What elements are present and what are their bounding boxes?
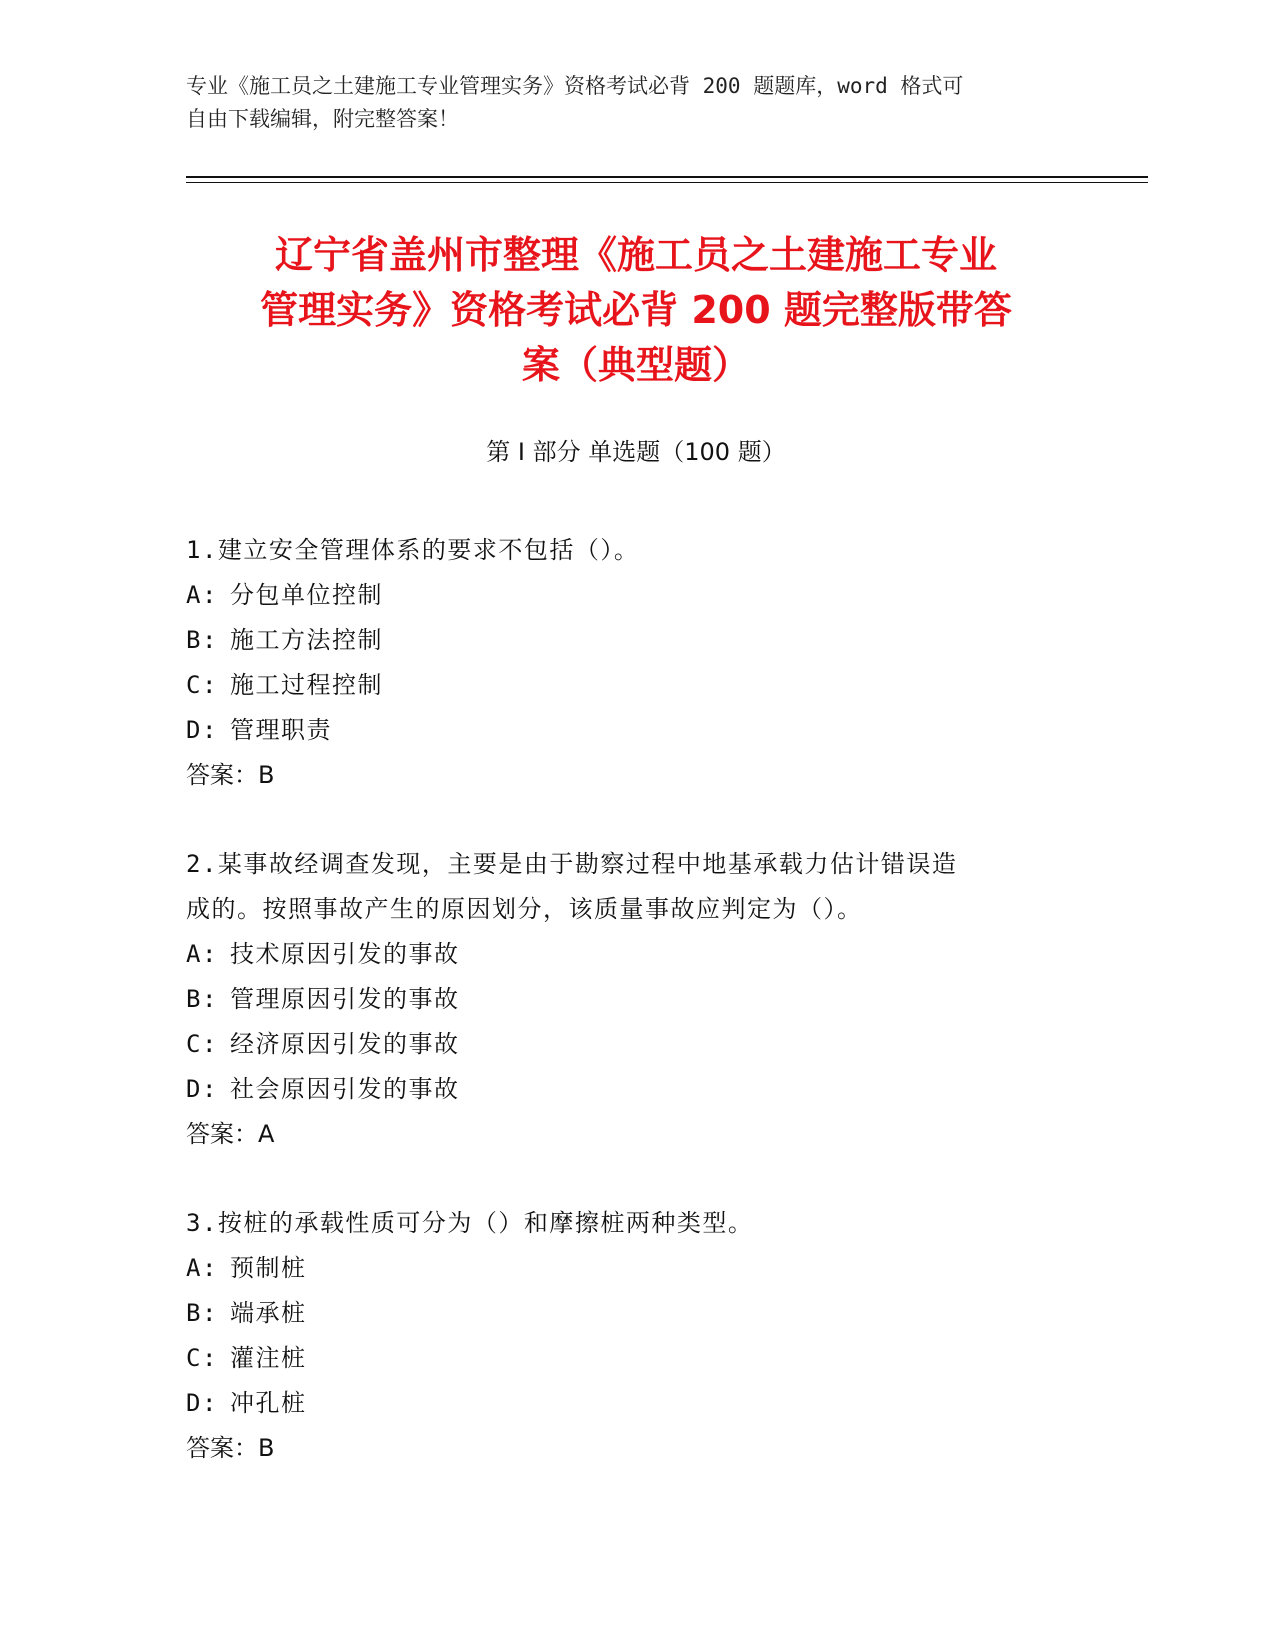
option-letter: B: [186,985,218,1013]
option-letter: D: [186,1075,218,1103]
option-a [186,932,1066,977]
document-title-line: 案（典型题） [521,343,750,387]
option-text: 分包单位控制 [230,581,383,609]
option-letter: C: [186,671,218,699]
document-title [186,228,1086,393]
option-letter: D: [186,716,218,744]
question-stem: 3.按桩的承载性质可分为（）和摩擦桩两种类型。 [186,1209,754,1237]
option-b [186,618,1066,663]
question-3 [186,1201,1066,1471]
option-d [186,1381,1066,1426]
option-c [186,1336,1066,1381]
section-title: 第 I 部分 单选题（100 题） [486,438,786,466]
option-letter: B: [186,1299,218,1327]
header-divider-thick [186,176,1148,178]
question-2 [186,842,1066,1157]
header-note [186,70,1066,136]
option-text: 端承桩 [230,1299,307,1327]
question-stem: 成的。按照事故产生的原因划分，该质量事故应判定为（）。 [186,895,863,923]
option-a [186,573,1066,618]
option-d [186,1067,1066,1112]
option-text: 管理职责 [230,716,332,744]
header-note-line: 自由下载编辑，附完整答案！ [186,107,459,131]
option-c [186,663,1066,708]
option-d [186,708,1066,753]
option-letter: A: [186,581,218,609]
question-stem: 1.建立安全管理体系的要求不包括（）。 [186,536,640,564]
option-text: 冲孔桩 [230,1389,307,1417]
option-text: 技术原因引发的事故 [230,940,460,968]
option-text: 施工过程控制 [230,671,383,699]
option-a [186,1246,1066,1291]
option-b [186,977,1066,1022]
option-letter: A: [186,1254,218,1282]
answer-line: 答案：B [186,761,275,789]
document-title-line: 辽宁省盖州市整理《施工员之土建施工专业 [274,233,997,277]
option-text: 预制桩 [230,1254,307,1282]
header-divider-thin [186,182,1148,183]
answer-line: 答案：B [186,1434,275,1462]
option-letter: B: [186,626,218,654]
option-text: 灌注桩 [230,1344,307,1372]
question-stem: 2.某事故经调查发现，主要是由于勘察过程中地基承载力估计错误造 [186,850,958,878]
option-letter: A: [186,940,218,968]
option-text: 管理原因引发的事故 [230,985,460,1013]
option-c [186,1022,1066,1067]
option-b [186,1291,1066,1336]
option-letter: C: [186,1030,218,1058]
option-text: 施工方法控制 [230,626,383,654]
option-letter: C: [186,1344,218,1372]
question-1 [186,528,1066,798]
option-letter: D: [186,1389,218,1417]
option-text: 经济原因引发的事故 [230,1030,460,1058]
header-note-line: 专业《施工员之土建施工专业管理实务》资格考试必背 200 题题库，word 格式可 [186,74,964,98]
answer-line: 答案：A [186,1120,275,1148]
option-text: 社会原因引发的事故 [230,1075,460,1103]
question-list [186,528,1066,1515]
document-title-line: 管理实务》资格考试必背 200 题完整版带答 [260,288,1012,332]
